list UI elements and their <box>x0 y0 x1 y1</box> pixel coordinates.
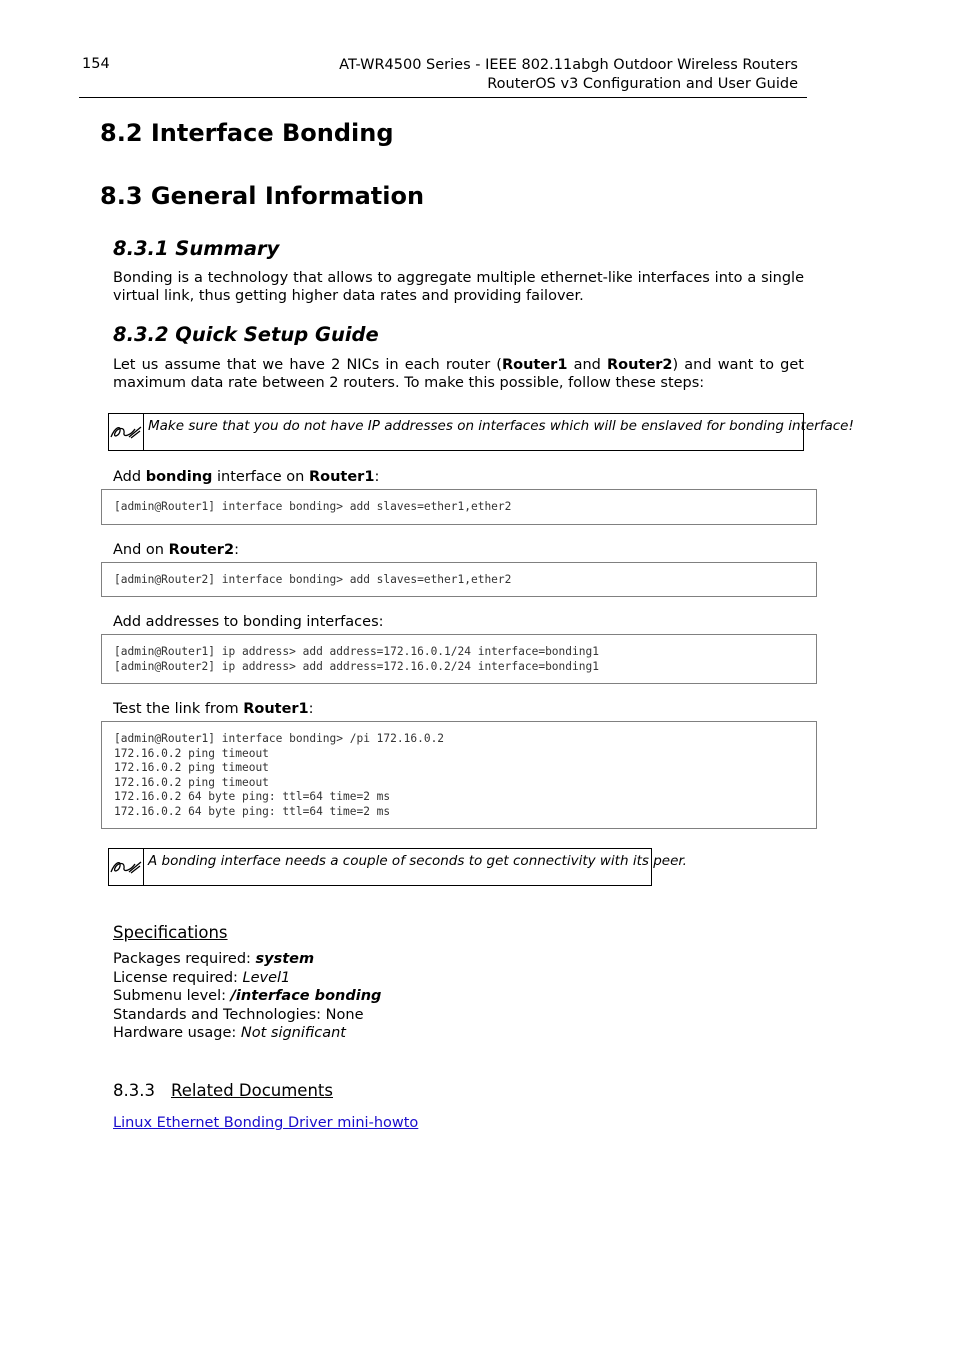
header-divider <box>79 97 807 98</box>
step4-text-a: Test the link from <box>113 701 244 717</box>
heading-interface-bonding: 8.2 Interface Bonding <box>100 119 394 147</box>
heading-summary: 8.3.1 Summary <box>113 237 280 260</box>
step4-colon: : <box>308 701 314 717</box>
step4-router: Router1 <box>243 701 309 717</box>
spec-license-label: License required: <box>113 969 243 986</box>
step1-text-a: Add <box>113 469 146 485</box>
router2-name: Router2 <box>607 357 673 373</box>
spec-submenu-label: Submenu level: <box>113 988 231 1004</box>
code-block-addresses: [admin@Router1] ip address> add address=172.16.0.1/24 interface=bonding1 [admin@Router2] ip address> add address=172.16.0.2/24 interface=bonding1 <box>101 634 817 684</box>
writing-hand-icon <box>109 858 143 876</box>
note-box-ip-warning <box>108 413 854 451</box>
page-number: 154 <box>82 56 110 72</box>
code-block-ping-test: [admin@Router1] interface bonding> /pi 172.16.0.2 172.16.0.2 ping timeout 172.16.0.2 ping timeout 172.16.0.2 ping timeout 172.16.0.2 64 byte ping: ttl=64 time=2 ms 172.16.0.2 64 byte ping: ttl=64 time=2 ms <box>101 721 817 829</box>
quick-setup-intro <box>113 356 804 392</box>
note-icon-cell <box>109 414 144 450</box>
note-text: Make sure that you do not have IP addresses on interfaces which will be enslaved for bonding interface! <box>148 418 854 434</box>
spec-hardware-label: Hardware usage: <box>113 1025 241 1041</box>
step2-router: Router2 <box>168 542 235 558</box>
step1-bonding: bonding <box>145 469 213 485</box>
step1-text-c: interface on <box>212 469 309 485</box>
note-box-connectivity <box>108 848 687 886</box>
spec-submenu-value: /interface bonding <box>230 988 382 1004</box>
step-add-addresses-label: Add addresses to bonding interfaces: <box>113 614 384 630</box>
step1-router: Router1 <box>308 469 375 485</box>
spec-packages-value: system <box>255 951 315 967</box>
spec-packages <box>113 950 381 969</box>
header-title-line1: AT-WR4500 Series - IEEE 802.11abgh Outdoor Wireless Routers <box>339 57 798 73</box>
heading-related-documents <box>113 1081 333 1100</box>
step-add-bonding-label <box>113 469 379 485</box>
router1-name: Router1 <box>501 357 568 373</box>
spec-hardware <box>113 1024 381 1043</box>
note-text: A bonding interface needs a couple of seconds to get connectivity with its peer. <box>148 853 687 869</box>
intro-and: and <box>567 357 608 373</box>
related-section-title: Related Documents <box>171 1081 333 1100</box>
writing-hand-icon <box>109 423 143 441</box>
step2-colon: : <box>234 542 239 558</box>
note-icon-cell <box>109 849 144 885</box>
spec-packages-label: Packages required: <box>113 951 256 967</box>
heading-general-information: 8.3 General Information <box>100 182 425 210</box>
bonding-howto-link[interactable]: Linux Ethernet Bonding Driver mini-howto <box>113 1115 419 1131</box>
spec-license-value: Level1 <box>242 969 291 986</box>
running-header <box>339 56 798 94</box>
step-router2-label <box>113 542 239 558</box>
header-title-line2: RouterOS v3 Configuration and User Guide <box>487 76 798 92</box>
heading-quick-setup-guide: 8.3.2 Quick Setup Guide <box>113 323 379 346</box>
related-section-number: 8.3.3 <box>113 1081 155 1100</box>
specifications-heading: Specifications <box>113 923 228 942</box>
step1-colon: : <box>374 469 380 485</box>
intro-text-end: ) and want to get maximum data rate between 2 routers. To make this possible, follow these steps: <box>113 357 804 391</box>
intro-text: Let us assume that we have 2 NICs in each router ( <box>113 357 502 373</box>
code-block-router1-bonding: [admin@Router1] interface bonding> add slaves=ether1,ether2 <box>101 489 817 525</box>
spec-submenu <box>113 987 381 1006</box>
spec-license <box>113 969 381 988</box>
step2-text-a: And on <box>113 542 169 558</box>
specifications-list <box>113 950 381 1043</box>
code-block-router2-bonding: [admin@Router2] interface bonding> add slaves=ether1,ether2 <box>101 562 817 597</box>
spec-hardware-value: Not significant <box>240 1025 346 1041</box>
summary-paragraph: Bonding is a technology that allows to aggregate multiple ethernet-like interfaces into a single virtual link, thus getting higher data rates and providing failover. <box>113 270 804 304</box>
spec-standards: Standards and Technologies: None <box>113 1006 364 1023</box>
step-test-link-label <box>113 701 314 717</box>
